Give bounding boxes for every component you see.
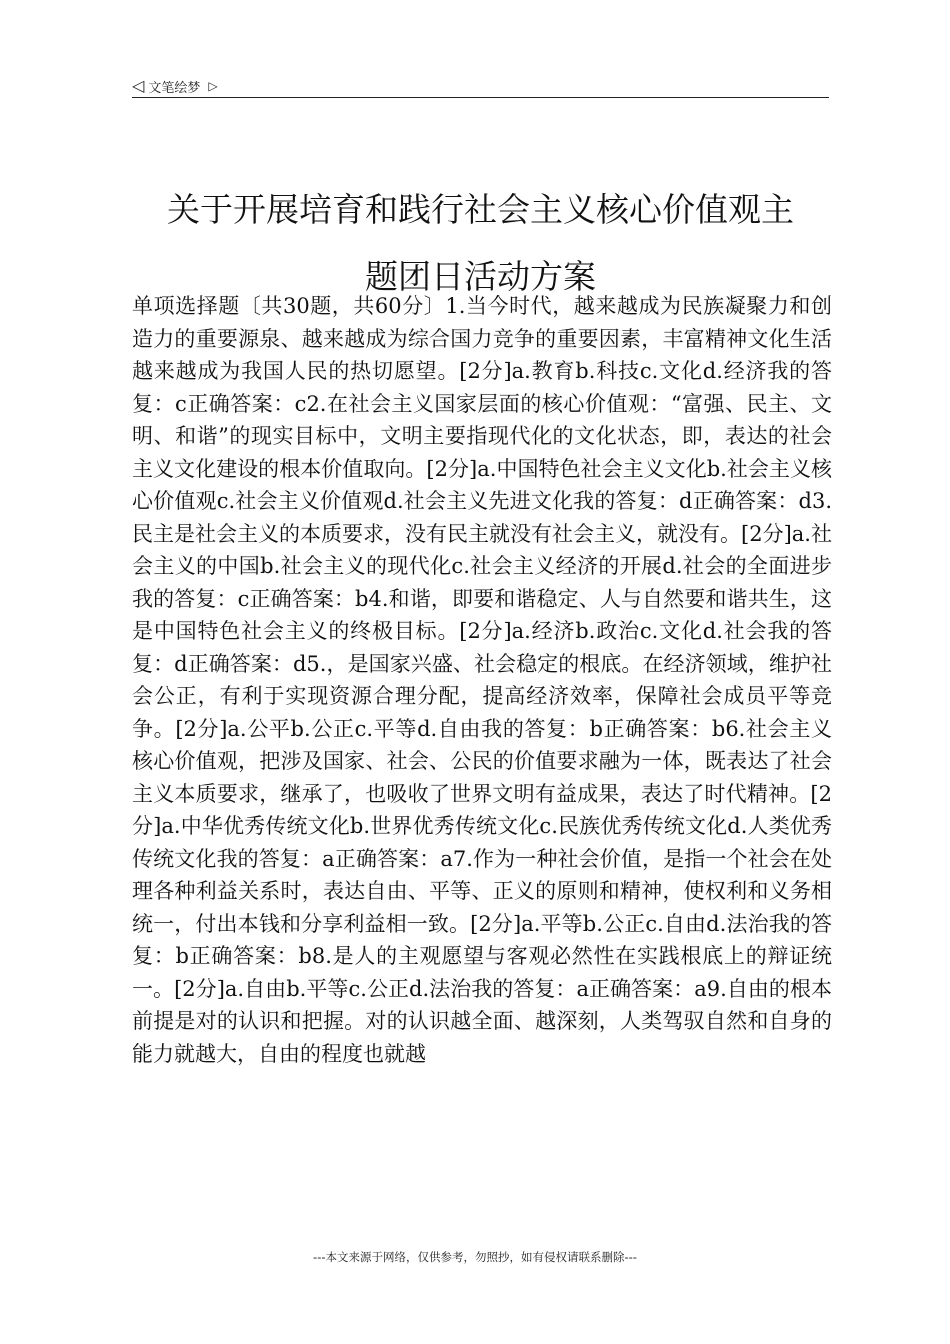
left-triangle-icon: ◁: [132, 76, 145, 95]
header-divider: [132, 97, 829, 98]
page-footer: ---本文来源于网络，仅供参考，勿照抄，如有侵权请联系删除---: [313, 1250, 637, 1264]
document-body: 单项选择题〔共30题，共60分〕1.当今时代，越来越成为民族凝聚力和创造力的重要源泉、越来越成为综合国力竞争的重要因素，丰富精神文化生活越来越成为我国人民的热切愿望。[2分]a.教育b.科技c.文化d.经济我的答复：c正确答案：c2.在社会主义国家层面的核心价值观：“富强、民主、文明、和谐”的现实目标中，文明主要指现代化的文化状态，即，表达的社会主义文化建设的根本价值取向。[2分]a.中国特色社会主义文化b.社会主义核心价值观c.社会主义价值观d.社会主义先进文化我的答复：d正确答案：d3.民主是社会主义的本质要求，没有民主就没有社会主义，就没有。[2分]a.社会主义的中国b.社会主义的现代化c.社会主义经济的开展d.社会的全面进步我的答复：c正确答案：b4.和谐，即要和谐稳定、人与自然要和谐共生，这是中国特色社会主义的终极目标。[2分]a.经济b.政治c.文化d.社会我的答复：d正确答案：d5.，是国家兴盛、社会稳定的根底。在经济领域，维护社会公正，有利于实现资源合理分配，提高经济效率，保障社会成员平等竞争。[2分]a.公平b.公正c.平等d.自由我的答复：b正确答案：b6.社会主义核心价值观，把涉及国家、社会、公民的价值要求融为一体，既表达了社会主义本质要求，继承了，也吸收了世界文明有益成果，表达了时代精神。[2分]a.中华优秀传统文化b.世界优秀传统文化c.民族优秀传统文化d.人类优秀传统文化我的答复：a正确答案：a7.作为一种社会价值，是指一个社会在处理各种利益关系时，表达自由、平等、正义的原则和精神，使权利和义务相统一，付出本钱和分享利益相一致。[2分]a.平等b.公正c.自由d.法治我的答复：b正确答案：b8.是人的主观愿望与客观必然性在实践根底上的辩证统一。[2分]a.自由b.平等c.公正d.法治我的答复：a正确答案：a9.自由的根本前提是对的认识和把握。对的认识越全面、越深刻，人类驾驭自然和自身的能力就越大，自由的程度也就越: [132, 294, 832, 1066]
page-header: [132, 74, 829, 98]
title-line-2: 题团日活动方案: [365, 257, 596, 296]
title-line-1: 关于开展培育和践行社会主义核心价值观主: [167, 190, 794, 229]
right-triangle-icon: ▷: [208, 79, 218, 93]
brand-name: 文笔绘梦: [148, 80, 201, 96]
